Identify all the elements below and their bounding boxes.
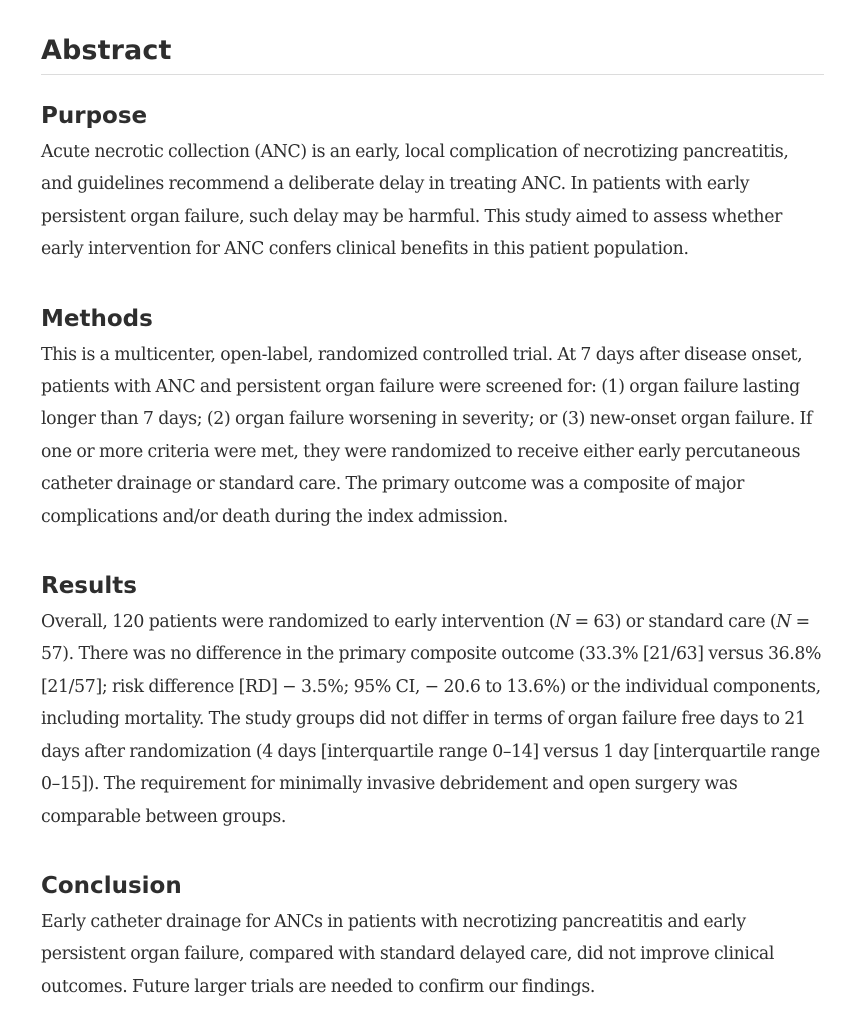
results-text-part-2: = 63) or standard care (: [570, 612, 777, 633]
methods-text: This is a multicenter, open-label, randomized controlled trial. At 7 days after disease onset, patients with ANC and persistent organ failure were screened for: (1) organ failure lasting longer than 7 days; (2) organ failure worsening in severity; or (3) new-onset organ failure. If one or more criteria were met, they were randomized to receive either early percutaneous catheter drainage or standard care. The primary outcome was a composite of major complications and/or death during the index admission.: [41, 344, 813, 527]
results-text-part-3: = 57). There was no difference in the primary composite outcome (33.3% [21/63] versus 36.8% [21/57]; risk difference [RD] − 3.5%; 95% CI, − 20.6 to 13.6%) or the individual components, including mortality. The study groups did not differ in terms of organ failure free days to 21 days after randomization (4 days [interquartile range 0–14] versus 1 day [interquartile range 0–15]). The requirement for minimally invasive debridement and open surgery was comparable between groups.: [41, 612, 822, 827]
purpose-section: [41, 96, 824, 266]
results-section: [41, 566, 824, 833]
conclusion-section: [41, 866, 824, 1003]
conclusion-heading: Conclusion: [41, 872, 182, 899]
purpose-text: Acute necrotic collection (ANC) is an early, local complication of necrotizing pancreatitis, and guidelines recommend a deliberate delay in treating ANC. In patients with early persistent organ failure, such delay may be harmful. This study aimed to assess whether early intervention for ANC confers clinical benefits in this patient population.: [41, 142, 789, 260]
abstract-title: Abstract: [41, 26, 824, 75]
conclusion-text: Early catheter drainage for ANCs in patients with necrotizing pancreatitis and early persistent organ failure, compared with standard delayed care, did not improve clinical outcomes. Future larger trials are needed to confirm our findings.: [41, 911, 775, 997]
abstract-section: [41, 26, 824, 1003]
results-text: [41, 606, 824, 833]
results-heading: Results: [41, 573, 137, 600]
n-symbol: N: [776, 612, 792, 633]
n-symbol: N: [555, 612, 570, 633]
purpose-heading: Purpose: [41, 103, 148, 129]
results-text-part-1: Overall, 120 patients were randomized to early intervention (: [41, 612, 556, 633]
methods-heading: Methods: [41, 305, 153, 332]
methods-section: [41, 299, 824, 533]
